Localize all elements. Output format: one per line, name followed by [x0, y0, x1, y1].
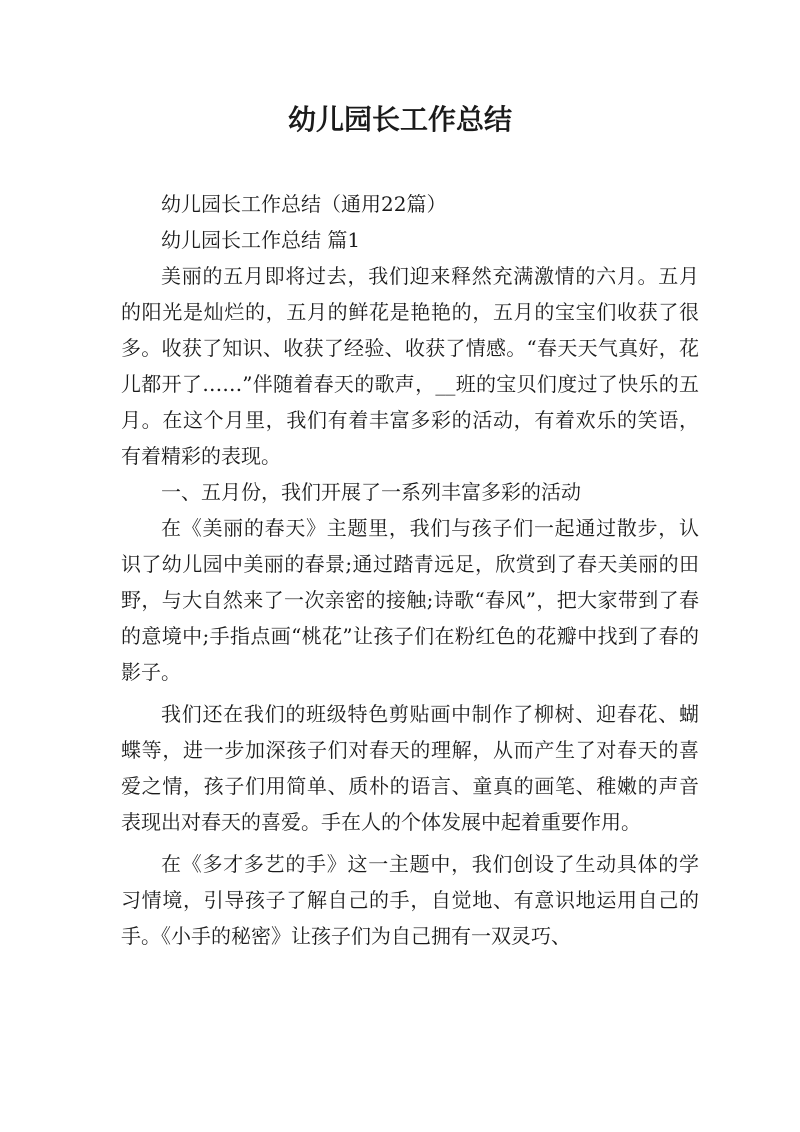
- document-subtitle: 幼儿园长工作总结（通用22篇）: [161, 192, 447, 216]
- paragraph-1: 美丽的五月即将过去，我们迎来释然充满激情的六月。五月的阳光是灿烂的，五月的鲜花是艳艳的，五月的宝宝们收获了很多。收获了知识、收获了经验、收获了情感。“春天天气真好，花儿都开了……”伴随着春天的歌声，__班的宝贝们度过了快乐的五月。在这个月里，我们有着丰富多彩的活动，有着欢乐的笑语，有着精彩的表现。: [121, 264, 699, 468]
- document-body: [121, 186, 699, 954]
- section-heading: 幼儿园长工作总结 篇1: [161, 228, 361, 252]
- paragraph-4: 我们还在我们的班级特色剪贴画中制作了柳树、迎春花、蝴蝶等，进一步加深孩子们对春天的理解，从而产生了对春天的喜爱之情，孩子们用简单、质朴的语言、童真的画笔、稚嫩的声音表现出对春天的喜爱。手在人的个体发展中起着重要作用。: [121, 702, 699, 834]
- document-title: 幼儿园长工作总结: [287, 103, 512, 136]
- paragraph-3: 在《美丽的春天》主题里，我们与孩子们一起通过散步，认识了幼儿园中美丽的春景;通过踏青远足，欣赏到了春天美丽的田野，与大自然来了一次亲密的接触;诗歌“春风”，把大家带到了春的意境中;手指点画“桃花”让孩子们在粉红色的花瓣中找到了春的影子。: [121, 516, 699, 684]
- paragraph-5: 在《多才多艺的手》这一主题中，我们创设了生动具体的学习情境，引导孩子了解自己的手，自觉地、有意识地运用自己的手。《小手的秘密》让孩子们为自己拥有一双灵巧、: [121, 852, 699, 948]
- paragraph-2-heading: 一、五月份，我们开展了一系列丰富多彩的活动: [161, 480, 581, 504]
